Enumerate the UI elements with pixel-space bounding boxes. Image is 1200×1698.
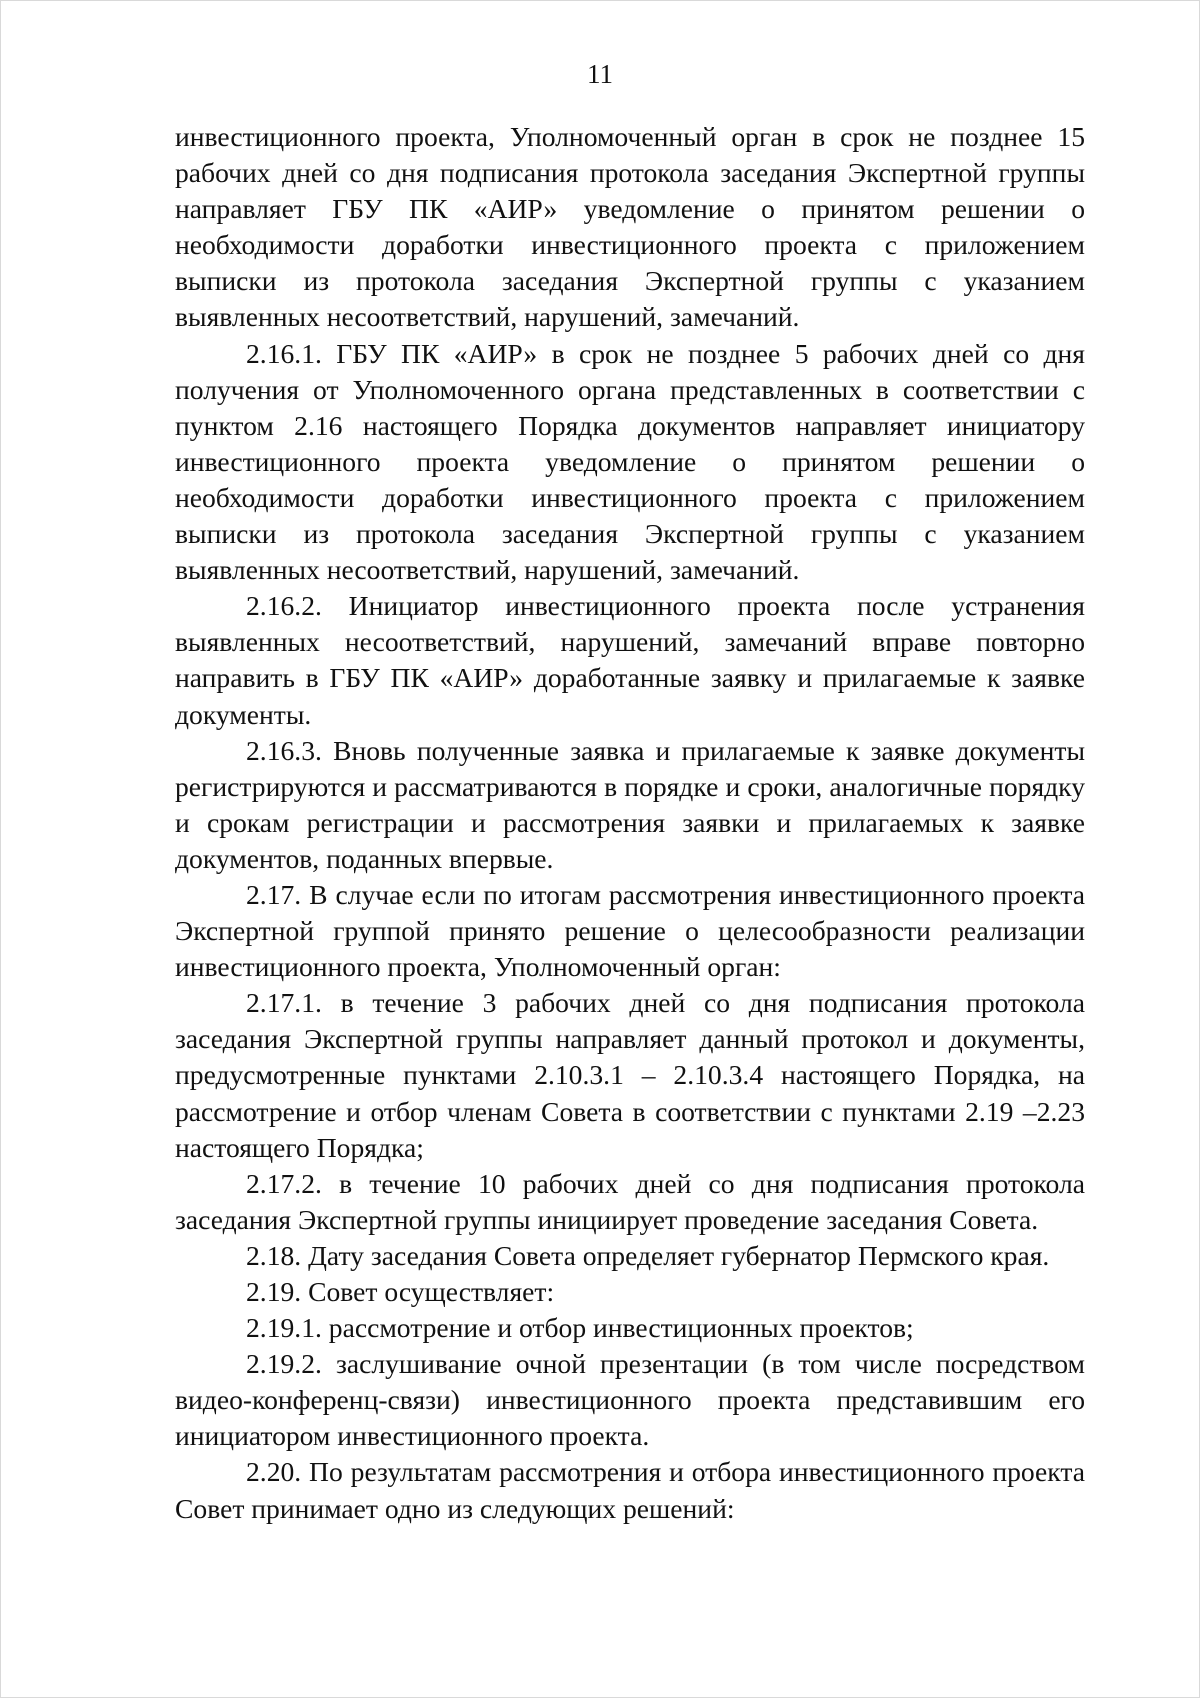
paragraph-2-16-3: 2.16.3. Вновь полученные заявка и прилагаемые к заявке документы регистрируются и рассматриваются в порядке и сроки, аналогичные порядку и срокам регистрации и рассмотрения заявки и прилагаемых к заявке документов, поданных впервые. [175, 734, 1085, 874]
page-number: 11 [587, 59, 613, 89]
paragraph-2-17: 2.17. В случае если по итогам рассмотрения инвестиционного проекта Экспертной группой принято решение о целесообразности реализации инвестиционного проекта, Уполномоченный орган: [175, 878, 1085, 983]
paragraph-2-19-2: 2.19.2. заслушивание очной презентации (в том числе посредством видео-конференц-связи) инвестиционного проекта представившим его инициатором инвестиционного проекта. [175, 1348, 1085, 1452]
document-body [175, 119, 1085, 1527]
paragraph-2-19-1: 2.19.1. рассмотрение и отбор инвестиционных проектов; [246, 1312, 914, 1344]
paragraph-2-18: 2.18. Дату заседания Совета определяет губернатор Пермского края. [246, 1239, 1050, 1271]
paragraph-2-17-1: 2.17.1. в течение 3 рабочих дней со дня подписания протокола заседания Экспертной группы направляет данный протокол и документы, предусмотренные пунктами 2.10.3.1 – 2.10.3.4 настоящего Порядка, на рассмотрение и отбор членам Совета в соответствии с пунктами 2.19 –2.23 настоящего Порядка; [175, 987, 1085, 1163]
paragraph-2-19: 2.19. Совет осуществляет: [246, 1276, 555, 1307]
paragraph-continuation: инвестиционного проекта, Уполномоченный орган в срок не позднее 15 рабочих дней со дня подписания протокола заседания Экспертной группы направляет ГБУ ПК «АИР» уведомление о принятом решении о необходимости доработки инвестиционного проекта с приложением выписки из протокола заседания Экспертной группы с указанием выявленных несоответствий, нарушений, замечаний. [175, 121, 1085, 333]
paragraph-2-16-2: 2.16.2. Инициатор инвестиционного проекта после устранения выявленных несоответствий, нарушений, замечаний вправе повторно направить в ГБУ ПК «АИР» доработанные заявку и прилагаемые к заявке документы. [175, 590, 1085, 730]
paragraph-2-20: 2.20. По результатам рассмотрения и отбора инвестиционного проекта Совет принимает одно из следующих решений: [175, 1456, 1085, 1524]
paragraph-2-17-2: 2.17.2. в течение 10 рабочих дней со дня подписания протокола заседания Экспертной группы инициирует проведение заседания Совета. [175, 1167, 1085, 1235]
paragraph-2-16-1: 2.16.1. ГБУ ПК «АИР» в срок не позднее 5 рабочих дней со дня получения от Уполномоченного органа представленных в соответствии с пунктом 2.16 настоящего Порядка документов направляет инициатору инвестиционного проекта уведомление о принятом решении о необходимости доработки инвестиционного проекта с приложением выписки из протокола заседания Экспертной группы с указанием выявленных несоответствий, нарушений, замечаний. [175, 337, 1085, 586]
